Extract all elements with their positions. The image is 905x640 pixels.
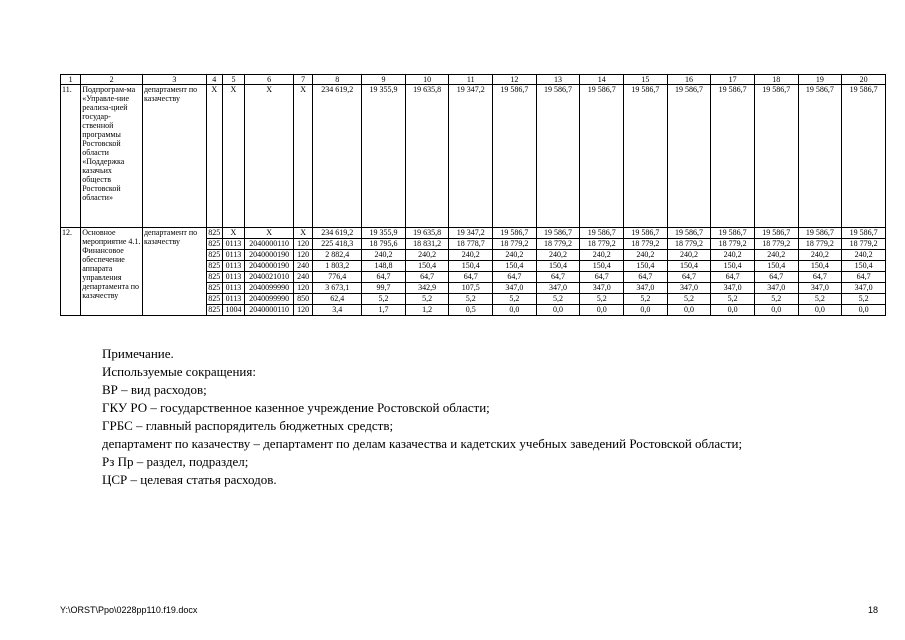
table-cell: 2 — [81, 75, 143, 85]
table-cell: 825 — [208, 272, 221, 281]
budget-table — [60, 74, 886, 316]
table-cell: 19 586,7 — [667, 85, 711, 228]
table-cell: 2040099990 — [245, 294, 294, 305]
table-cell: 64,7 — [449, 272, 493, 283]
table-cell: 11 — [449, 75, 493, 85]
table-cell: 1004 — [222, 305, 244, 316]
table-cell: 19 586,7 — [798, 85, 842, 228]
table-cell: 18 779,2 — [624, 239, 668, 250]
table-cell: 19 586,7 — [754, 85, 798, 228]
table-cell: 5,2 — [493, 294, 537, 305]
table-cell: 240,2 — [580, 250, 624, 261]
table-cell: 19 — [798, 75, 842, 85]
table-cell: 240,2 — [493, 250, 537, 261]
table-cell: 347,0 — [624, 283, 668, 294]
table-cell: 2040021010 — [245, 272, 294, 283]
table-cell: 19 635,8 — [405, 85, 449, 228]
table-cell: 18 779,2 — [493, 239, 537, 250]
note-line: ГРБС – главный распорядитель бюджетных средств; — [102, 418, 394, 433]
table-cell: 64,7 — [667, 272, 711, 283]
table-cell: 240,2 — [405, 250, 449, 261]
budget-table-body — [61, 75, 886, 316]
table-cell: департамент по казачеству — [142, 85, 206, 228]
table-cell: 5,2 — [842, 294, 886, 305]
table-cell: 62,4 — [313, 294, 362, 305]
note-line: ЦСР – целевая статья расходов. — [102, 472, 277, 487]
table-cell: 19 635,8 — [405, 228, 449, 239]
table-cell: 16 — [667, 75, 711, 85]
table-cell: 0113 — [222, 239, 244, 250]
table-cell: 240,2 — [362, 250, 406, 261]
table-cell: 240 — [294, 261, 313, 272]
table-cell: 20 — [842, 75, 886, 85]
table-cell: 6 — [245, 75, 294, 85]
table-cell: 18 779,2 — [536, 239, 580, 250]
table-cell: 347,0 — [754, 283, 798, 294]
table-cell: 19 586,7 — [711, 85, 755, 228]
table-cell: 0,0 — [711, 305, 755, 316]
table-cell: 5,2 — [536, 294, 580, 305]
table-cell: 225 418,3 — [313, 239, 362, 250]
table-cell: 2 882,4 — [313, 250, 362, 261]
table-cell: 240,2 — [711, 250, 755, 261]
table-cell: 0,5 — [449, 305, 493, 316]
table-cell: 18 779,2 — [580, 239, 624, 250]
table-cell: 150,4 — [493, 261, 537, 272]
table-cell: 19 355,9 — [362, 85, 406, 228]
table-cell: 3,4 — [313, 305, 362, 316]
table-cell: 19 355,9 — [362, 228, 406, 239]
table-cell: 2040000110 — [245, 305, 294, 316]
table-cell: 347,0 — [711, 283, 755, 294]
table-cell: 5,2 — [405, 294, 449, 305]
table-cell: 8 — [313, 75, 362, 85]
table-cell: 19 586,7 — [580, 228, 624, 239]
table-cell: 19 586,7 — [624, 228, 668, 239]
table-cell: 12 — [493, 75, 537, 85]
table-cell: 5,2 — [580, 294, 624, 305]
table-cell: Х — [222, 85, 244, 228]
table-cell: 342,9 — [405, 283, 449, 294]
table-cell: 5,2 — [362, 294, 406, 305]
table-cell: 347,0 — [493, 283, 537, 294]
table-cell: 150,4 — [667, 261, 711, 272]
table-cell: 13 — [536, 75, 580, 85]
table-cell: Х — [245, 228, 294, 239]
table-cell: 18 779,2 — [667, 239, 711, 250]
table-cell: 1,7 — [362, 305, 406, 316]
table-cell: 120 — [294, 250, 313, 261]
table-cell: 64,7 — [362, 272, 406, 283]
table-cell: 19 347,2 — [449, 85, 493, 228]
table-cell: 150,4 — [580, 261, 624, 272]
table-cell: 15 — [624, 75, 668, 85]
table-cell: 12. — [61, 228, 81, 316]
table-cell: 850 — [294, 294, 313, 305]
table-cell: Х — [206, 85, 222, 228]
table-cell: 0113 — [222, 283, 244, 294]
table-cell: 0,0 — [798, 305, 842, 316]
table-cell: 18 779,2 — [754, 239, 798, 250]
table-cell: 5 — [222, 75, 244, 85]
table-cell: 825 — [208, 228, 221, 237]
footer-page-number: 18 — [868, 605, 879, 615]
table-cell: 19 586,7 — [798, 228, 842, 239]
table-cell: Х — [222, 228, 244, 239]
table-cell: 19 586,7 — [493, 85, 537, 228]
table-cell: 0,0 — [624, 305, 668, 316]
table-cell: 18 795,6 — [362, 239, 406, 250]
table-cell: 18 779,2 — [711, 239, 755, 250]
table-cell: 18 779,2 — [798, 239, 842, 250]
table-cell: 3 673,1 — [313, 283, 362, 294]
table-cell: 0113 — [222, 272, 244, 283]
table-cell: 150,4 — [711, 261, 755, 272]
table-cell: 5,2 — [624, 294, 668, 305]
table-row — [61, 228, 886, 239]
table-cell: 18 — [754, 75, 798, 85]
table-cell: 5,2 — [667, 294, 711, 305]
table-cell: 0113 — [222, 250, 244, 261]
table-cell: 64,7 — [405, 272, 449, 283]
table-row — [61, 85, 886, 228]
table-cell: 347,0 — [667, 283, 711, 294]
table-cell: 1 803,2 — [313, 261, 362, 272]
table-cell: 825 — [208, 261, 221, 270]
table-cell: 64,7 — [711, 272, 755, 283]
table-cell: 0,0 — [667, 305, 711, 316]
table-cell: 64,7 — [624, 272, 668, 283]
table-cell: 825 — [208, 250, 221, 259]
table-cell: 240,2 — [624, 250, 668, 261]
table-cell: 18 831,2 — [405, 239, 449, 250]
table-cell: 5,2 — [754, 294, 798, 305]
table-cell: 150,4 — [405, 261, 449, 272]
table-cell: 5,2 — [798, 294, 842, 305]
table-cell: 0113 — [222, 294, 244, 305]
table-cell: 11. — [61, 85, 81, 228]
table-cell: 1 — [61, 75, 81, 85]
table-cell: 150,4 — [449, 261, 493, 272]
table-cell: 19 586,7 — [842, 85, 886, 228]
note-line: департамент по казачеству – департамент по делам казачества и кадетских учебных заведений Ростовской области; — [102, 436, 743, 451]
table-cell: 10 — [405, 75, 449, 85]
table-cell: 64,7 — [536, 272, 580, 283]
table-cell: 19 586,7 — [493, 228, 537, 239]
table-cell: Х — [245, 85, 294, 228]
table-cell: 240 — [294, 272, 313, 283]
table-cell: 0,0 — [842, 305, 886, 316]
table-cell: 776,4 — [313, 272, 362, 283]
table-cell: 18 778,7 — [449, 239, 493, 250]
table-cell: 5,2 — [711, 294, 755, 305]
table-cell: 240,2 — [449, 250, 493, 261]
table-cell: 19 586,7 — [754, 228, 798, 239]
table-cell: 347,0 — [842, 283, 886, 294]
table-cell: 5,2 — [449, 294, 493, 305]
notes-block — [102, 345, 742, 489]
table-cell: 2040000190 — [245, 250, 294, 261]
table-cell: 18 779,2 — [842, 239, 886, 250]
table-cell: 2040099990 — [245, 283, 294, 294]
table-cell: 0,0 — [580, 305, 624, 316]
table-cell: 0,0 — [536, 305, 580, 316]
table-cell: Х — [294, 228, 313, 239]
table-cell: 14 — [580, 75, 624, 85]
table-cell: 64,7 — [493, 272, 537, 283]
table-cell: 19 586,7 — [624, 85, 668, 228]
table-cell: 19 586,7 — [711, 228, 755, 239]
table-cell: 825 — [208, 239, 221, 248]
table-cell: 347,0 — [580, 283, 624, 294]
footer-file-path: Y:\ORST\Ppo\0228pp110.f19.docx — [60, 605, 198, 615]
table-header-row — [61, 75, 886, 85]
table-cell: 150,4 — [798, 261, 842, 272]
table-cell: 240,2 — [754, 250, 798, 261]
table-cell: 19 586,7 — [536, 228, 580, 239]
table-cell: 120 — [294, 283, 313, 294]
table-cell: 3 — [142, 75, 206, 85]
table-cell: 240,2 — [536, 250, 580, 261]
table-cell: 99,7 — [362, 283, 406, 294]
table-cell: 240,2 — [798, 250, 842, 261]
table-cell: 234 619,2 — [313, 85, 362, 228]
note-line: ГКУ РО – государственное казенное учреждение Ростовской области; — [102, 400, 490, 415]
table-cell: 234 619,2 — [313, 228, 362, 239]
note-line: Рз Пр – раздел, подраздел; — [102, 454, 249, 469]
table-cell: 240,2 — [667, 250, 711, 261]
table-cell: 7 — [294, 75, 313, 85]
note-line: ВР – вид расходов; — [102, 382, 207, 397]
table-cell: 19 586,7 — [667, 228, 711, 239]
table-cell: 347,0 — [536, 283, 580, 294]
table-cell: 148,8 — [362, 261, 406, 272]
table-cell: 17 — [711, 75, 755, 85]
table-cell: 150,4 — [624, 261, 668, 272]
table-cell: 2040000190 — [245, 261, 294, 272]
table-cell: 0113 — [222, 261, 244, 272]
table-cell: 64,7 — [754, 272, 798, 283]
table-cell: 825 — [208, 283, 221, 292]
table-cell: 120 — [294, 239, 313, 250]
table-cell: 0,0 — [493, 305, 537, 316]
table-cell: 19 347,2 — [449, 228, 493, 239]
table-cell: 347,0 — [798, 283, 842, 294]
table-cell: 9 — [362, 75, 406, 85]
table-cell: департамент по казачеству — [142, 228, 206, 316]
table-cell: 64,7 — [798, 272, 842, 283]
table-cell: 120 — [294, 305, 313, 316]
table-cell: Подпрограм-ма «Управле-ние реализа-цией государ-ственной программы Ростовской области «Поддержка казачьих обществ Ростовской области» — [81, 85, 143, 228]
table-cell: 64,7 — [580, 272, 624, 283]
note-line: Примечание. — [102, 346, 174, 361]
note-line: Используемые сокращения: — [102, 364, 256, 379]
table-cell: 4 — [206, 75, 222, 85]
table-cell: 240,2 — [842, 250, 886, 261]
table-cell: Х — [294, 85, 313, 228]
table-cell: 825 — [208, 294, 221, 303]
table-cell: 150,4 — [754, 261, 798, 272]
table-cell: 64,7 — [842, 272, 886, 283]
table-cell: 19 586,7 — [580, 85, 624, 228]
table-cell: 19 586,7 — [842, 228, 886, 239]
table-cell: 1,2 — [405, 305, 449, 316]
table-cell: 150,4 — [536, 261, 580, 272]
table-cell: 0,0 — [754, 305, 798, 316]
table-cell: Основное мероприятие 4.1. Финансовое обеспечение аппарата управления департамента по казачеству — [81, 228, 143, 316]
table-cell: 825 — [208, 305, 221, 314]
table-cell: 19 586,7 — [536, 85, 580, 228]
table-cell: 107,5 — [449, 283, 493, 294]
table-cell: 2040000110 — [245, 239, 294, 250]
table-cell: 150,4 — [842, 261, 886, 272]
